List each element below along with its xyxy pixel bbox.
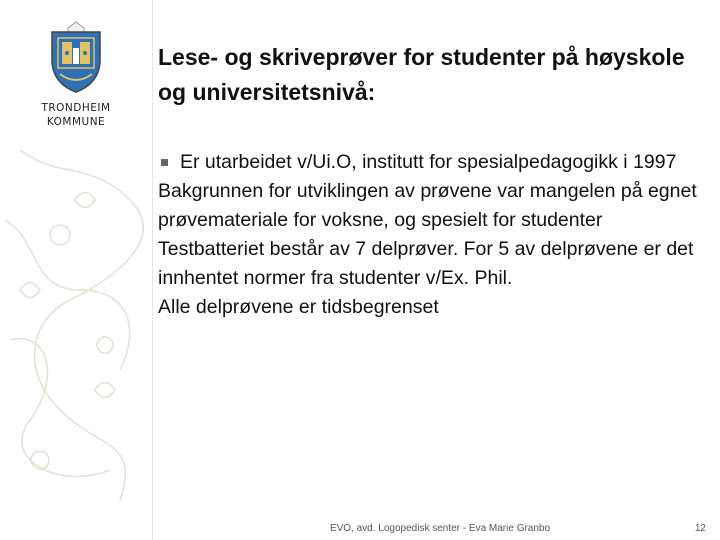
sidebar xyxy=(0,0,152,540)
sidebar-divider xyxy=(152,0,153,540)
slide-footer: EVO, avd. Logopedisk senter - Eva Marie Granbo xyxy=(329,523,551,534)
slide-body xyxy=(158,148,703,322)
logo-text-kommune: KOMMUNE xyxy=(46,116,106,128)
square-bullet-icon xyxy=(161,159,168,166)
paragraph-test-battery: Testbatteriet består av 7 delprøver. For 5 av delprøvene er det innhentet normer fra studenter v/Ex. Phil. xyxy=(158,238,694,289)
bullet-item xyxy=(158,148,703,177)
trondheim-logo xyxy=(36,20,116,138)
paragraph-background: Bakgrunnen for utviklingen av prøvene var mangelen på egnet prøvemateriale for voksne, og spesielt for studenter xyxy=(158,180,697,231)
bullet-text: Er utarbeidet v/Ui.O, institutt for spesialpedagogikk i 1997 xyxy=(180,151,677,173)
logo-text-trondheim: TRONDHEIM xyxy=(41,102,111,114)
ornament-background xyxy=(0,140,152,540)
slide-title: Lese- og skriveprøver for studenter på høyskole og universitetsnivå: xyxy=(158,44,685,105)
coat-of-arms-icon xyxy=(48,20,104,94)
paragraph-time-limited: Alle delprøvene er tidsbegrenset xyxy=(158,296,439,318)
page-number: 12 xyxy=(694,523,706,534)
